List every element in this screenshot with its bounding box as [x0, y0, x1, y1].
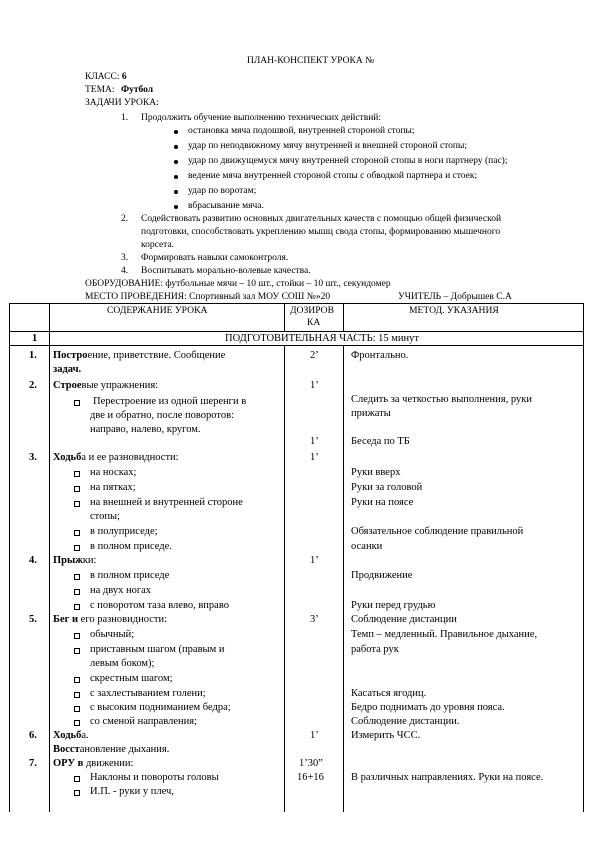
checkbox-bullet-icon	[74, 486, 80, 492]
checkbox-bullet-icon	[74, 776, 80, 782]
exercise-item: со сменой направления;	[90, 716, 197, 727]
checkbox-bullet-icon	[74, 471, 80, 477]
class-line	[85, 73, 127, 83]
row-number: 2.	[29, 380, 37, 391]
checkbox-bullet-icon	[74, 400, 80, 406]
dose-value: 1’30”	[299, 758, 323, 769]
theme-line	[85, 86, 153, 96]
method-note: Бедро поднимать до уровня пояса.	[351, 702, 505, 713]
dose-value: 1’	[310, 730, 319, 741]
checkbox-bullet-icon	[74, 648, 80, 654]
subtask-item: удар по движущемуся мячу внутренней стороной стопы в ноги партнеру (пас);	[188, 156, 508, 166]
column-header-content: СОДЕРЖАНИЕ УРОКА	[107, 305, 208, 316]
method-note: Измерить ЧСС.	[351, 730, 421, 741]
class-value: 6	[121, 72, 127, 82]
theme-label: ТЕМА:	[85, 85, 115, 95]
row-title	[53, 556, 96, 567]
method-note: Следить за четкостью выполнения, руки	[351, 394, 532, 405]
exercise-item: в полуприседе;	[90, 526, 158, 537]
exercise-item: на носках;	[90, 467, 137, 478]
method-note: Руки на поясе	[351, 497, 414, 508]
subtask-item: удар по неподвижному мячу внутренней и внешней стороной стопы;	[188, 141, 468, 151]
row-title-rest: вые упражнения:	[81, 380, 159, 391]
exercise-item: И.П. - руки у плеч,	[90, 786, 174, 797]
method-note: Руки вверх	[351, 467, 401, 478]
table-col-divider	[343, 303, 344, 331]
subtask-item: удар по воротам;	[188, 186, 257, 196]
row-title	[53, 381, 158, 392]
exercise-item: Наклоны и повороты головы	[90, 772, 219, 783]
checkbox-bullet-icon	[74, 677, 80, 683]
method-note: Темп – медленный. Правильное дыхание,	[351, 629, 538, 640]
task-text: Воспитывать морально-волевые качества.	[141, 266, 311, 276]
row-title-lead: Строе	[53, 380, 82, 391]
row-number: 3.	[29, 452, 37, 463]
checkbox-bullet-icon	[74, 720, 80, 726]
exercise-item-cont: две и обратно, после поворотов:	[90, 410, 234, 421]
method-note: Продвижение	[351, 570, 413, 581]
row-number: 6.	[29, 730, 37, 741]
row-title-lead: ОРУ в	[53, 758, 84, 769]
method-note: Касаться ягодиц.	[351, 688, 427, 699]
row-title-rest: а.	[81, 730, 89, 741]
exercise-item: в полном приседе	[90, 570, 170, 581]
row-number: 7.	[29, 758, 37, 769]
row-title-rest: движении:	[83, 758, 134, 769]
bullet-icon	[174, 130, 178, 134]
column-header-dose: ДОЗИРОВ	[290, 305, 334, 316]
exercise-item: на двух ногах	[90, 585, 152, 596]
row-title-rest: ки:	[82, 555, 97, 566]
page-title: ПЛАН-КОНСПЕКТ УРОКА №	[247, 56, 375, 66]
dose-value: 16+16	[297, 772, 324, 783]
dose-value: 1’	[310, 380, 319, 391]
exercise-item: скрестным шагом;	[90, 673, 173, 684]
method-note: Руки перед грудью	[351, 600, 436, 611]
exercise-item-cont: направо, налево, кругом.	[90, 424, 201, 435]
method-note: Руки за головой	[351, 482, 423, 493]
table-border-right	[583, 303, 584, 812]
equipment-line: ОБОРУДОВАНИЕ: футбольные мячи – 10 шт., стойки – 10 шт., секундомер	[85, 279, 391, 289]
table-col-divider	[284, 303, 285, 331]
row-title	[53, 731, 89, 742]
method-note: работа рук	[351, 644, 399, 655]
exercise-item: с поворотом таза влево, вправо	[90, 600, 229, 611]
bullet-icon	[174, 190, 178, 194]
row-title-rest: его разновидности:	[80, 614, 168, 625]
exercise-item-cont: стопы;	[90, 511, 120, 522]
exercise-item: на внешней и внутренней стороне	[90, 497, 243, 508]
method-note: В различных направлениях. Руки на поясе.	[351, 772, 544, 783]
method-note: Фронтально.	[351, 350, 409, 361]
row-title	[53, 615, 167, 626]
row-number: 4.	[29, 555, 37, 566]
row-title-rest: ение, приветствие. Сообщение	[87, 350, 226, 361]
teacher-line: УЧИТЕЛЬ – Добрышев С.А	[398, 292, 512, 302]
row-number: 1.	[29, 350, 37, 361]
dose-value: 2’	[310, 350, 319, 361]
table-header-divider	[9, 331, 584, 332]
bullet-icon	[174, 205, 178, 209]
exercise-item: с захлестыванием голени;	[90, 688, 206, 699]
checkbox-bullet-icon	[74, 501, 80, 507]
task-text: Содействовать развитию основных двигательных качеств с помощью общей физической	[141, 214, 502, 224]
class-label: КЛАСС:	[85, 72, 120, 82]
exercise-item: приставным шагом (правым и	[90, 644, 225, 655]
row-title	[53, 351, 225, 362]
row-title-lead: Прыж	[53, 555, 83, 566]
method-note: осанки	[351, 541, 383, 552]
dose-value: 1’	[310, 452, 319, 463]
table-col-divider	[343, 345, 344, 812]
row-title-cont	[53, 745, 169, 756]
method-note: Соблюдение дистанции.	[351, 716, 460, 727]
part-title: ПОДГОТОВИТЕЛЬНАЯ ЧАСТЬ: 15 минут	[225, 333, 419, 344]
bullet-icon	[174, 160, 178, 164]
exercise-item: с высоким подниманием бедра;	[90, 702, 231, 713]
table-col-divider	[49, 303, 50, 812]
dose-value: 1’	[310, 555, 319, 566]
dose-value: 1’	[310, 436, 319, 447]
place-line: МЕСТО ПРОВЕДЕНИЯ: Спортивный зал МОУ СОШ №»20	[85, 292, 331, 302]
subtask-item: остановка мяча подошвой, внутренней стороной стопы;	[188, 126, 415, 136]
row-title-cont: задач.	[53, 364, 82, 375]
checkbox-bullet-icon	[74, 604, 80, 610]
checkbox-bullet-icon	[74, 790, 80, 796]
bullet-icon	[174, 175, 178, 179]
table-border-top	[9, 303, 584, 304]
checkbox-bullet-icon	[74, 530, 80, 536]
checkbox-bullet-icon	[74, 692, 80, 698]
subtask-item: вбрасывание мяча.	[188, 201, 264, 211]
exercise-item: обычный;	[90, 629, 135, 640]
method-note: Беседа по ТБ	[351, 436, 410, 447]
exercise-item: в полном приседе.	[90, 541, 172, 552]
checkbox-bullet-icon	[74, 589, 80, 595]
row-title-rest: а и ее разновидности:	[81, 452, 179, 463]
exercise-item: Перестроение из одной шеренги в	[93, 396, 247, 407]
tasks-label: ЗАДАЧИ УРОКА:	[85, 98, 159, 108]
checkbox-bullet-icon	[74, 574, 80, 580]
task-text: корсета.	[141, 240, 175, 250]
dose-value: 3’	[310, 614, 319, 625]
task-number: 4.	[121, 266, 129, 276]
task-text: подготовки, способствовать укреплению мышц свода стопы, формированию мышечного	[141, 227, 501, 237]
row-title-lead: Восст	[53, 744, 80, 755]
task-number: 3.	[121, 253, 129, 263]
table-col-divider	[284, 345, 285, 812]
row-title-lead: Ходьб	[53, 730, 82, 741]
row-title-rest: ановление дыхания.	[79, 744, 170, 755]
table-part-divider	[9, 345, 584, 346]
task-text: Формировать навыки самоконтроля.	[141, 253, 289, 263]
method-note: Обязательное соблюдение правильной	[351, 526, 524, 537]
method-note: Соблюдение дистанции	[351, 614, 457, 625]
method-note: прижаты	[351, 408, 391, 419]
part-number: 1	[32, 333, 38, 344]
subtask-item: ведение мяча внутренней стороной стопы с обводкой партнера и стоек;	[188, 171, 478, 181]
row-title-lead: Бег и	[53, 614, 79, 625]
row-title-lead: Ходьб	[53, 452, 82, 463]
row-title	[53, 759, 133, 770]
checkbox-bullet-icon	[74, 706, 80, 712]
task-number: 1.	[121, 113, 129, 123]
bullet-icon	[174, 145, 178, 149]
theme-value: Футбол	[120, 85, 154, 95]
row-title	[53, 453, 179, 464]
row-number: 5.	[29, 614, 37, 625]
checkbox-bullet-icon	[74, 545, 80, 551]
task-number: 2.	[121, 214, 129, 224]
column-header-dose-cont: КА	[307, 317, 321, 328]
task-text: Продолжить обучение выполнению технических действий:	[141, 113, 382, 123]
checkbox-bullet-icon	[74, 633, 80, 639]
row-title-lead: Постро	[53, 350, 88, 361]
exercise-item: на пятках;	[90, 482, 136, 493]
exercise-item-cont: левым боком);	[90, 658, 155, 669]
column-header-method: МЕТОД. УКАЗАНИЯ	[409, 305, 499, 316]
table-border-left	[9, 303, 10, 812]
